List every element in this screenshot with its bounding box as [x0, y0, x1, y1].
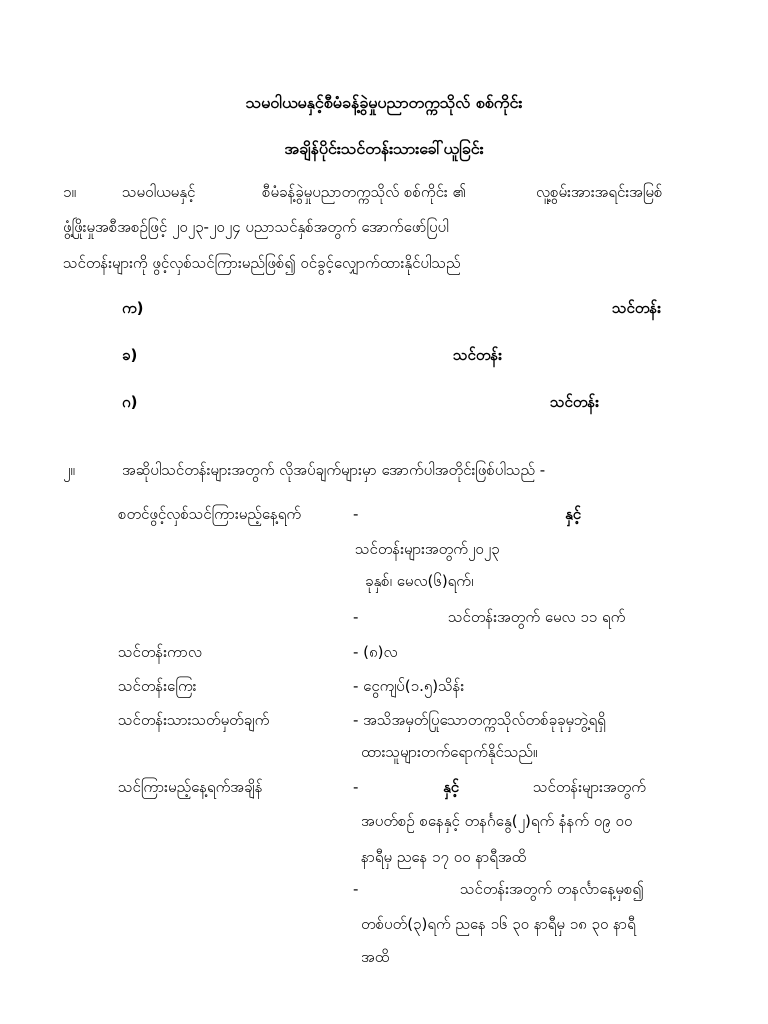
course-item-b-label: သင်တန်း [453, 346, 502, 364]
qualification-line2: ထားသူများတက်ရောက်နိုင်သည်။ [361, 743, 538, 761]
page-subtitle: အချိန်ပိုင်းသင်တန်းသားခေါ်ယူခြင်း [284, 139, 484, 158]
course-item-c-label: သင်တန်း [550, 393, 599, 411]
page-title: သမဝါယမနှင့်စီမံခန့်ခွဲမှုပညာတက္ကသိုလ် စစ်ကိုင်း [245, 93, 523, 112]
start-date-and: နှင့် [565, 505, 582, 523]
start-date-line3: ခုနှစ်၊ မေလ(၆)ရက်၊ [365, 572, 474, 590]
course-item-a-marker: က) [122, 299, 144, 317]
start-date-line2: သင်တန်းများအတွက်၂၀၂၃ [355, 540, 500, 558]
start-date-dash-1: - [353, 505, 359, 523]
schedule-dash-2: - [353, 880, 359, 898]
course-item-b-marker: ခ) [122, 346, 138, 364]
schedule-after-and: သင်တန်းများအတွက် [533, 778, 646, 796]
duration-label: သင်တန်းကာလ [118, 643, 202, 661]
section1-number: ၁။ [63, 183, 76, 201]
section1-line3: သင်တန်းများကို ဖွင့်လှစ်သင်ကြားမည်ဖြစ်၍ ဝင်ခွင့်လျှောက်ထားနိုင်ပါသည် [63, 254, 461, 272]
section2-intro: အဆိုပါသင်တန်းများအတွက် လိုအပ်ချက်များမှာ အောက်ပါအတိုင်းဖြစ်ပါသည် - [122, 461, 546, 479]
qualification-label: သင်တန်းသားသတ်မှတ်ချက် [118, 711, 270, 729]
schedule-dash-1: - [353, 778, 359, 796]
section1-line1-part1: သမဝါယမနှင့် [122, 183, 196, 201]
fee-label: သင်တန်းကြေး [118, 677, 197, 695]
schedule-line2: အပတ်စဉ် စနေနှင့် တနင်္ဂနွေ(၂)ရက် နံနက် ၀၉ ၀၀ [361, 812, 633, 830]
start-date-line4: သင်တန်းအတွက် မေလ ၁၁ ရက် [448, 608, 626, 626]
fee-value: - ငွေကျပ်(၁.၅)သိန်း [353, 677, 465, 695]
qualification-line1: - အသိအမှတ်ပြုသောတက္ကသိုလ်တစ်ခုခုမှဘွဲ့ရရှိ [353, 711, 606, 729]
schedule-line5: တစ်ပတ်(၃)ရက် ညနေ ၁၆ ၃၀ နာရီမှ ၁၈ ၃၀ နာရီ [361, 915, 636, 933]
start-date-dash-2: - [353, 608, 359, 626]
schedule-line3: နာရီမှ ညနေ ၁၇ ၀၀ နာရီအထိ [361, 848, 527, 866]
section1-line2: ဖွံ့ဖြိုးမှုအစီအစဉ်ဖြင့် ၂၀၂၃-၂၀၂၄ ပညာသင်နှစ်အတွက် အောက်ဖော်ပြပါ [63, 218, 449, 236]
section1-line1-part3: လူ့စွမ်းအားအရင်းအမြစ် [536, 183, 663, 201]
start-date-label: စတင်ဖွင့်လှစ်သင်ကြားမည့်နေ့ရက် [118, 505, 302, 523]
schedule-label: သင်ကြားမည့်နေ့ရက်အချိန် [118, 778, 263, 796]
section1-line1-part2: စီမံခန့်ခွဲမှုပညာတက္ကသိုလ် စစ်ကိုင်း ၏ [262, 183, 466, 201]
section2-number: ၂။ [63, 461, 75, 479]
schedule-line4: သင်တန်းအတွက် တနင်္လာနေ့မှစ၍ [460, 880, 644, 898]
duration-value: - (၈)လ [353, 643, 398, 661]
schedule-line6: အထိ [361, 948, 390, 966]
course-item-c-marker: ဂ) [122, 393, 138, 411]
schedule-and: နှင့် [443, 778, 460, 796]
course-item-a-label: သင်တန်း [612, 299, 661, 317]
